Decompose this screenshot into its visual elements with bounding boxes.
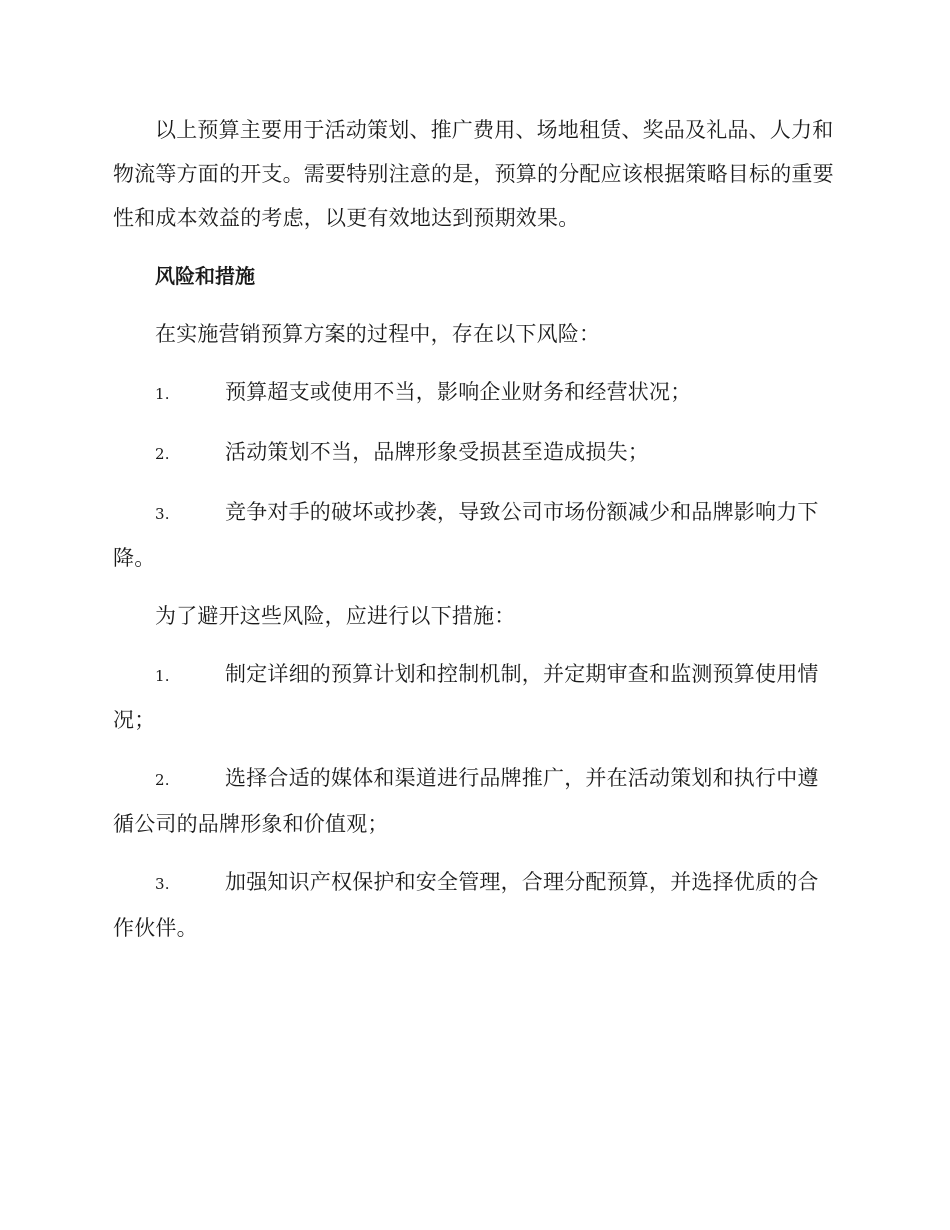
list-text: 加强知识产权保护和安全管理，合理分配预算，并选择优质的合作伙伴。 <box>113 870 819 940</box>
risk-item <box>113 430 835 476</box>
risk-item <box>113 490 835 580</box>
list-number: 2. <box>155 445 170 463</box>
list-text: 预算超支或使用不当，影响企业财务和经营状况； <box>225 380 692 404</box>
list-text: 活动策划不当，品牌形象受损甚至造成损失； <box>225 440 649 464</box>
risk-item <box>113 370 835 416</box>
risks-intro: 在实施营销预算方案的过程中，存在以下风险： <box>155 322 601 346</box>
measure-item <box>113 756 835 846</box>
document-page <box>113 108 835 964</box>
list-text: 制定详细的预算计划和控制机制，并定期审查和监测预算使用情况； <box>113 662 819 732</box>
list-number: 1. <box>155 667 170 685</box>
measures-intro: 为了避开这些风险，应进行以下措施： <box>155 604 516 628</box>
list-number: 3. <box>155 505 170 523</box>
list-number: 1. <box>155 385 170 403</box>
section-heading: 风险和措施 <box>155 264 255 288</box>
intro-paragraph: 以上预算主要用于活动策划、推广费用、场地租赁、奖品及礼品、人力和物流等方面的开支。需要特别注意的是，预算的分配应该根据策略目标的重要性和成本效益的考虑，以更有效地达到预期效果。 <box>113 118 834 230</box>
list-text: 选择合适的媒体和渠道进行品牌推广，并在活动策划和执行中遵循公司的品牌形象和价值观； <box>113 766 819 836</box>
list-number: 2. <box>155 771 170 789</box>
list-text: 竞争对手的破坏或抄袭，导致公司市场份额减少和品牌影响力下降。 <box>113 500 819 570</box>
measure-item <box>113 652 835 742</box>
list-number: 3. <box>155 875 170 893</box>
measure-item <box>113 860 835 950</box>
